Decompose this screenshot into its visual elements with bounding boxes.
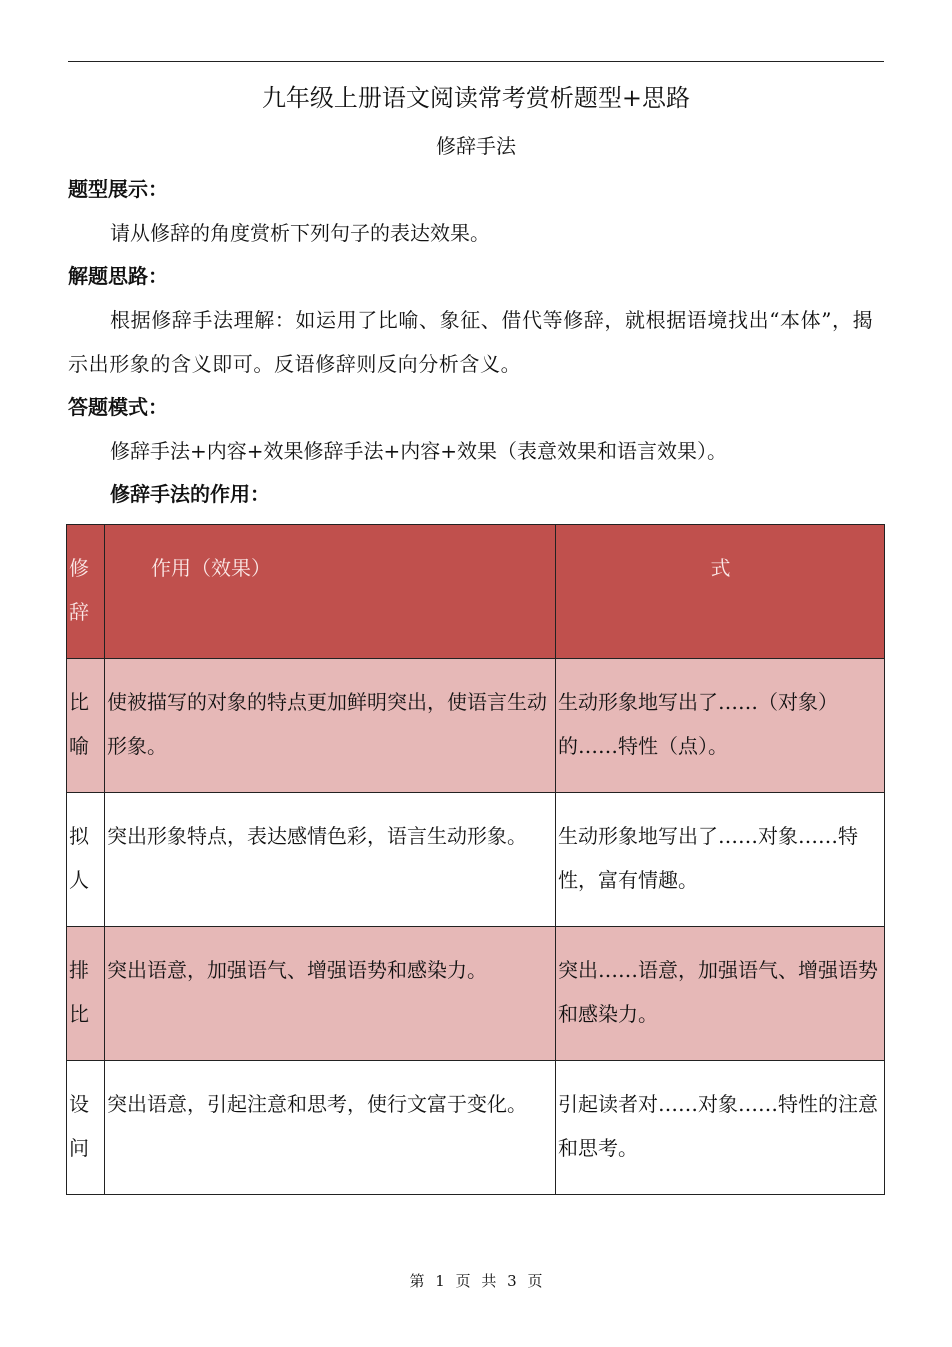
table-row: [67, 927, 885, 1061]
table-cell: 排比: [67, 927, 105, 1061]
document-title: 九年级上册语文阅读常考赏析题型+思路: [261, 84, 691, 112]
table-cell: 引起读者对……对象……特性的注意和思考。: [556, 1061, 885, 1195]
table-header-row: [67, 525, 885, 659]
table-cell: 使被描写的对象的特点更加鲜明突出，使语言生动形象。: [105, 659, 556, 793]
page-footer: 第 1 页 共 3 页: [409, 1272, 543, 1290]
table-row: [67, 659, 885, 793]
table-cell: 比喻: [67, 659, 105, 793]
rhetoric-table: [66, 524, 885, 1195]
section-paragraph: 根据修辞手法理解：如运用了比喻、象征、借代等修辞，就根据语境找出“本体”，揭示出形象的含义即可。反语修辞则反向分析含义。: [68, 308, 874, 376]
header-cell: 式: [556, 525, 885, 659]
section-heading: 解题思路：: [68, 264, 168, 288]
table-row: [67, 793, 885, 927]
section-heading: 答题模式：: [68, 395, 168, 419]
table-cell: 生动形象地写出了……（对象）的……特性（点）。: [556, 659, 885, 793]
section-heading: 题型展示：: [68, 177, 168, 201]
header-rule: [68, 61, 884, 62]
table-cell: 拟人: [67, 793, 105, 927]
header-cell: 作用（效果）: [105, 525, 556, 659]
table-cell: 突出语意，引起注意和思考，使行文富于变化。: [105, 1061, 556, 1195]
table-cell: 突出……语意，加强语气、增强语势和感染力。: [556, 927, 885, 1061]
table-cell: 生动形象地写出了……对象……特性，富有情趣。: [556, 793, 885, 927]
table-cell: 突出语意，加强语气、增强语势和感染力。: [105, 927, 556, 1061]
section-paragraph: 请从修辞的角度赏析下列句子的表达效果。: [110, 221, 490, 245]
section-paragraph: 修辞手法+内容+效果修辞手法+内容+效果（表意效果和语言效果）。: [110, 439, 728, 463]
table-row: [67, 1061, 885, 1195]
table-caption: 修辞手法的作用：: [110, 482, 270, 506]
table-cell: 突出形象特点，表达感情色彩，语言生动形象。: [105, 793, 556, 927]
document-subtitle: 修辞手法: [436, 134, 516, 158]
table-cell: 设问: [67, 1061, 105, 1195]
header-cell: 修辞: [67, 525, 105, 659]
